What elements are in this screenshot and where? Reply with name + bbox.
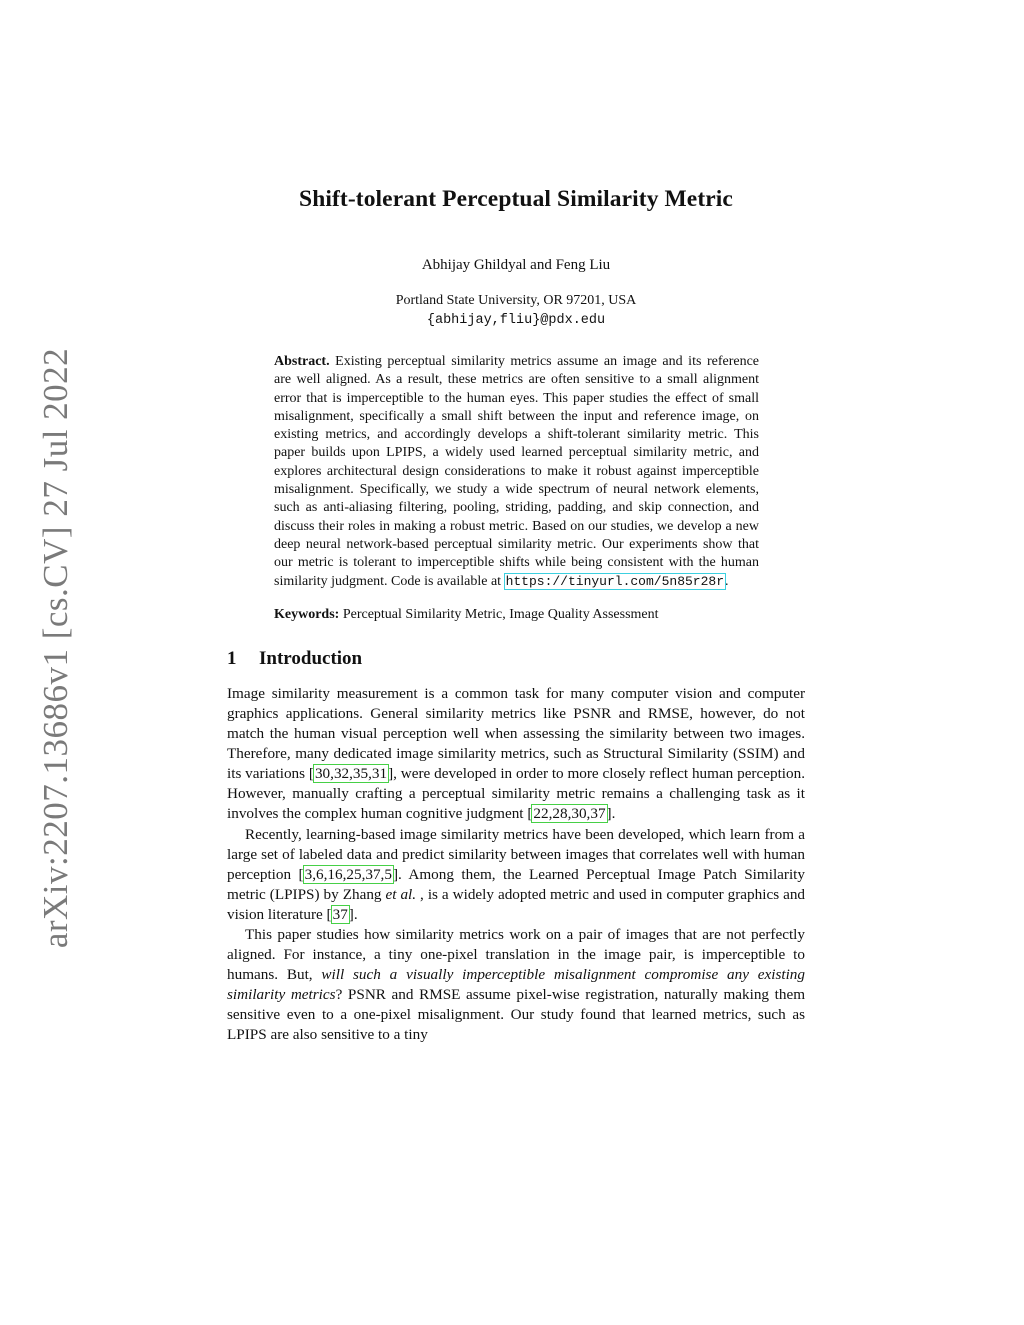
paragraph-2: Recently, learning-based image similarity metrics have been developed, which learn from a large set of labeled data and predict similarity between images that correlates well with human perception [3,6,16,25,37,5]. Among them, the Learned Perceptual Image Patch Similarity metric (LPIPS) by Zhang et al. , is a widely adopted metric and used in computer graphics and vision literature [37]. xyxy=(227,825,806,923)
abstract-end: . xyxy=(725,573,729,589)
paper-page xyxy=(227,186,805,1046)
citation-link[interactable]: 30,32,35,31 xyxy=(314,765,388,783)
keywords-text: Perceptual Similarity Metric, Image Quality Assessment xyxy=(342,606,659,622)
section-heading-introduction xyxy=(227,648,805,670)
abstract xyxy=(274,353,759,591)
paragraph-2-text-a: Recently, learning-based image similarity metrics have been developed, which learn from a large set of labeled data and predict similarity between images that correlates well with human perception xyxy=(227,825,805,883)
paragraph-2-text-c: , is a widely adopted metric and used in computer graphics and vision literature xyxy=(227,885,806,923)
introduction-body xyxy=(227,684,805,1046)
paragraph-1: Image similarity measurement is a common task for many computer vision and computer graphics applications. General similarity metrics like PSNR and RMSE, however, do not match the human visual perception well when assessing the similarity between two images. Therefore, many dedicated image similarity metrics, such as Structural Similarity (SSIM) and its variations [30,32,35,31], were developed in order to more closely reflect human perception. However, manually crafting a perceptual similarity metric remains a challenging task as it involves the complex human cognitive judgment [22,28,30,37]. xyxy=(227,684,805,823)
et-al-italic: et al. xyxy=(385,885,417,903)
keywords-label: Keywords: xyxy=(274,606,340,622)
paper-authors: Abhijay Ghildyal and Feng Liu xyxy=(421,257,611,273)
paragraph-3-text-a: This paper studies how similarity metrics work on a pair of images that are not perfectly aligned. For instance, a tiny one-pixel translation in the image pair, is imperceptible to humans. But, xyxy=(227,925,805,984)
keywords xyxy=(274,607,759,623)
citation-link[interactable]: 3,6,16,25,37,5 xyxy=(304,865,392,883)
citation-link[interactable]: 22,28,30,37 xyxy=(533,805,606,823)
paragraph-1-text-c: . xyxy=(611,805,616,823)
arxiv-identifier: arXiv:2207.13686v1 [cs.CV] 27 Jul 2022 xyxy=(36,347,75,949)
citation-link[interactable]: 37 xyxy=(332,905,348,923)
paper-title: Shift-tolerant Perceptual Similarity Metric xyxy=(299,186,733,212)
abstract-label: Abstract. xyxy=(274,354,330,369)
author-email: {abhijay,fliu}@pdx.edu xyxy=(426,313,606,328)
section-number: 1 xyxy=(227,647,237,669)
author-affiliation: Portland State University, OR 97201, USA xyxy=(395,293,637,308)
paragraph-3-italic-question: will such a visually imperceptible misalignment compromise any existing similarity metrics xyxy=(227,966,805,1004)
paragraph-3 xyxy=(227,925,805,1046)
abstract-text: Existing perceptual similarity metrics assume an image and its reference are well aligned. As a result, these metrics are often sensitive to a small alignment error that is imperceptible to the human eyes. This paper studies the effect of small misalignment, specifically a small shift between the input and reference image, on existing metrics, and accordingly develops a shift-tolerant similarity metric. This paper builds upon LPIPS, a widely used learned perceptual similarity metric, and explores architectural design considerations to make it robust against imperceptible misalignment. Specifically, we study a wide spectrum of neural network elements, such as anti-aliasing filtering, pooling, striding, padding, and skip connection, and discuss their roles in making a robust metric. Based on our studies, we develop a new deep neural network-based perceptual similarity metric. Our experiments show that our metric is tolerant to imperceptible shifts while being consistent with the human similarity judgment. Code is available at xyxy=(274,354,760,589)
section-title: Introduction xyxy=(259,647,363,669)
code-url-link[interactable]: https://tinyurl.com/5n85r28r xyxy=(505,573,724,589)
paragraph-1-text-b: , were developed in order to more closely reflect human perception. However, manually crafting a perceptual similarity metric remains a challenging task as it involves the complex human cognitive judgment xyxy=(227,765,805,823)
paragraph-1-text-a: Image similarity measurement is a common task for many computer vision and computer graphics applications. General similarity metrics like PSNR and RMSE, however, do not match the human visual perception well when assessing the similarity between two images. Therefore, many dedicated image similarity metrics, such as Structural Similarity (SSIM) and its variations xyxy=(227,684,805,783)
paragraph-2-text-d: . xyxy=(353,905,358,923)
paragraph-3-text-b: ? PSNR and RMSE assume pixel-wise registration, naturally making them sensitive even to a one-pixel misalignment. Our study found that learned metrics, such as LPIPS are also sensitive to a tiny xyxy=(227,986,806,1044)
paragraph-2-text-b: . Among them, the Learned Perceptual Image Patch Similarity metric (LPIPS) by Zhang xyxy=(227,865,805,903)
